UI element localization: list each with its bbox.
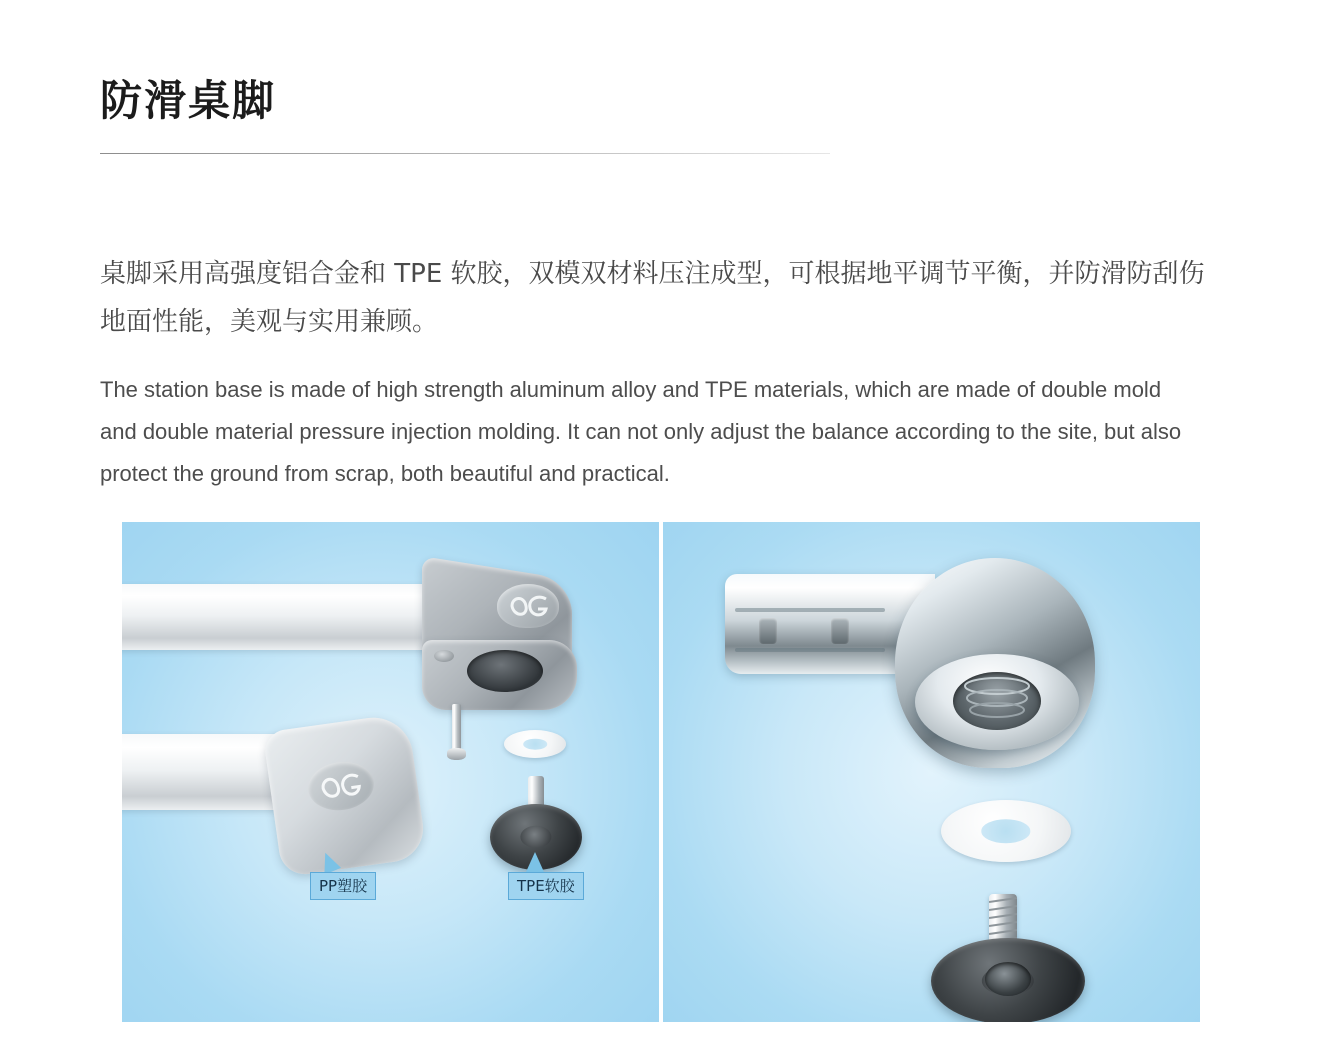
description-chinese: 桌脚采用高强度铝合金和 TPE 软胶，双模双材料压注成型，可根据地平调节平衡，并防滑防刮伤地面性能，美观与实用兼顾。 <box>100 259 1205 337</box>
figure-left-panel <box>122 522 659 1022</box>
callout-pp-plastic: PP塑胶 <box>310 872 376 900</box>
upper-joint-side-pin <box>434 650 454 662</box>
right-knob-center-screw <box>985 962 1031 996</box>
upper-nylon-washer <box>504 730 566 758</box>
figure-right-panel <box>659 522 1200 1022</box>
upper-set-screw-head <box>447 748 466 760</box>
upper-aluminum-tube <box>122 584 442 650</box>
callout-tpe-rubber: TPE软胶 <box>508 872 584 900</box>
thread-lines-icon <box>955 674 1039 728</box>
upper-joint-logo-mark-icon <box>506 590 552 622</box>
tpe-callout-arrow-icon <box>526 852 544 872</box>
chrome-arm-slot-upper <box>735 608 885 612</box>
upper-joint-socket <box>467 650 543 692</box>
chrome-arm-slot-lower <box>735 648 885 652</box>
product-figure <box>122 522 1200 1022</box>
title-divider <box>100 153 830 154</box>
lower-cap-logo-mark-icon <box>314 766 368 807</box>
right-nylon-washer <box>941 800 1071 862</box>
page-title: 防滑桌脚 <box>100 76 277 126</box>
description-english: The station base is made of high strength aluminum alloy and TPE materials, which are made of double mold and double material pressure injection molding. It can not only adjust the balance according to the site, but also protect the ground from scrap, both beautiful and practical. <box>100 377 1182 486</box>
upper-set-screw <box>452 704 461 752</box>
chrome-arm-screw-2 <box>831 618 849 644</box>
chrome-arm-screw-1 <box>759 618 777 644</box>
